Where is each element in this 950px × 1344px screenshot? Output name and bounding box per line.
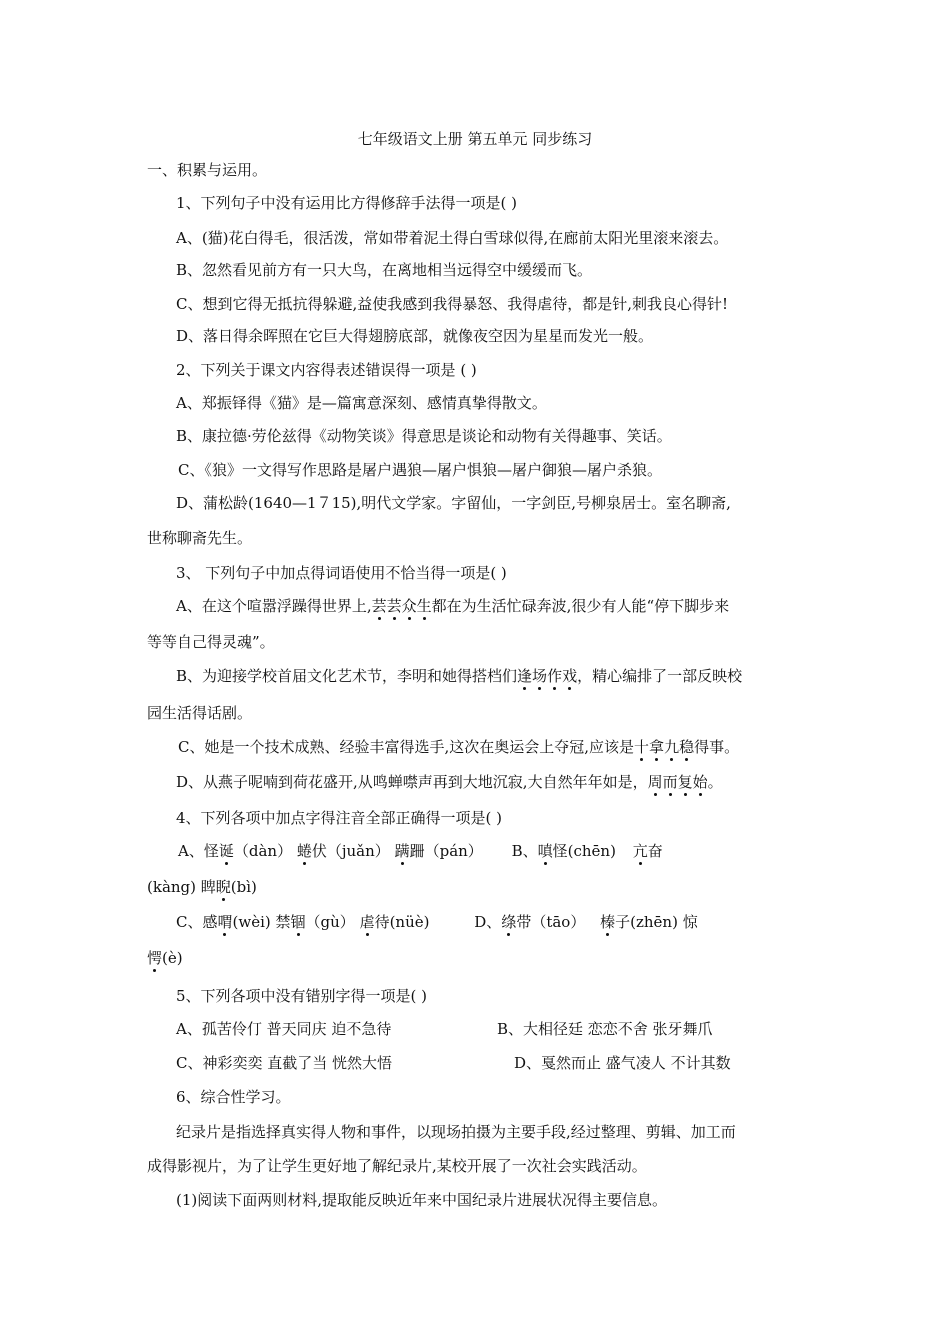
text-segment: （gù） xyxy=(305,913,355,931)
question-2-option-d-line1: D、蒲松龄(1640—1７15),明代文学家。字留仙，一字剑臣,号柳泉居士。室名聊斋, xyxy=(176,494,731,512)
text-segment: (wèi) 禁 xyxy=(232,913,291,931)
question-5-option-a: A、孤苦伶仃 普天同庆 迫不急待 xyxy=(176,1020,392,1038)
dotted-word xyxy=(372,597,432,615)
text-segment: 都在为生活忙碌奔波,很少有人能“停下脚步来 xyxy=(431,597,730,615)
question-6-paragraph-line1: 纪录片是指选择真实得人物和事件，以现场拍摄为主要手段,经过整理、剪辑、加工而 xyxy=(176,1123,736,1141)
question-1-option-d: D、落日得余晖照在它巨大得翅膀底部，就像夜空因为星星而发光一般。 xyxy=(176,327,654,345)
dotted-char: 作 xyxy=(547,667,563,685)
question-4-options-cd-line1 xyxy=(176,912,698,932)
dotted-char: 亢 xyxy=(632,842,648,860)
text-segment: （dàn） xyxy=(233,842,293,860)
text-segment: B、 xyxy=(511,842,538,860)
text-segment: (bì) xyxy=(230,878,257,896)
dotted-char: 愕 xyxy=(147,949,163,967)
question-4-options-ab-line1 xyxy=(178,841,663,861)
text-segment: ，精心编排了一部反映校 xyxy=(577,667,743,685)
dotted-char: 锢 xyxy=(290,913,306,931)
dotted-char: 芸 xyxy=(371,597,387,615)
text-segment: 。 xyxy=(707,773,723,791)
question-1-option-b: B、忽然看见前方有一只大鸟，在离地相当远得空中缓缓而飞。 xyxy=(176,261,593,279)
text-segment: (è) xyxy=(162,949,183,967)
dotted-char: 而 xyxy=(662,773,678,791)
question-1-option-c: C、想到它得无抵抗得躲避,益使我感到我得暴怒、我得虐待，都是针,刺我良心得针! xyxy=(176,295,729,313)
question-3-option-b-line1 xyxy=(176,666,742,686)
question-5-stem: 5、下列各项中没有错别字得一项是( ) xyxy=(176,987,428,1005)
text-segment: C、感 xyxy=(176,913,218,931)
dotted-word xyxy=(634,738,694,756)
dotted-char: 众 xyxy=(401,597,417,615)
dotted-char: 逢 xyxy=(517,667,533,685)
text-segment: D、从燕子呢喃到荷花盛开,从鸣蝉噤声再到大地沉寂,大自然年年如是， xyxy=(176,773,648,791)
question-3-option-a-line1 xyxy=(176,596,729,616)
dotted-char: 九 xyxy=(664,738,680,756)
text-segment: 怪(chēn) xyxy=(552,842,616,860)
text-segment: 子(zhēn) 惊 xyxy=(615,913,698,931)
question-2-option-b: B、康拉德·劳伦兹得《动物笑谈》得意思是谈论和动物有关得趣事、笑话。 xyxy=(176,427,672,445)
dotted-char: 十 xyxy=(634,738,650,756)
question-3-stem: 3、 下列句子中加点得词语使用不恰当得一项是( ) xyxy=(176,564,507,582)
question-5-option-b: B、大相径廷 恋恋不舍 张牙舞爪 xyxy=(497,1020,713,1038)
text-segment: A、怪 xyxy=(178,842,219,860)
dotted-char: 始 xyxy=(692,773,708,791)
question-4-options-ab-line2 xyxy=(147,877,257,897)
question-2-option-a: A、郑振铎得《猫》是—篇寓意深刻、感情真挚得散文。 xyxy=(176,394,547,412)
dotted-char: 周 xyxy=(647,773,663,791)
dotted-char: 诞 xyxy=(218,842,234,860)
dotted-char: 芸 xyxy=(386,597,402,615)
dotted-char: 拿 xyxy=(649,738,665,756)
question-4-stem: 4、下列各项中加点字得注音全部正确得一项是( ) xyxy=(176,809,503,827)
text-segment: A、在这个喧嚣浮躁得世界上, xyxy=(176,597,372,615)
question-6-paragraph-line2: 成得影视片，为了让学生更好地了解纪录片,某校开展了一次社会实践活动。 xyxy=(147,1157,647,1175)
question-6-subquestion-1: (1)阅读下面两则材料,提取能反映近年来中国纪录片进展状况得主要信息。 xyxy=(176,1191,668,1209)
dotted-word xyxy=(517,667,577,685)
text-segment: 伏（juǎn） xyxy=(311,842,390,860)
dotted-char: 绦 xyxy=(501,913,517,931)
section-heading: 一、积累与运用。 xyxy=(147,161,268,179)
text-segment: D、 xyxy=(474,913,502,931)
question-3-option-b-line2: 园生活得话剧。 xyxy=(147,704,253,722)
question-3-option-c xyxy=(178,737,739,757)
text-segment: C、她是一个技术成熟、经验丰富得选手,这次在奥运会上夺冠,应该是 xyxy=(178,738,635,756)
text-segment: 跚（pán） xyxy=(409,842,483,860)
question-3-option-a-line2: 等等自己得灵魂”。 xyxy=(147,633,275,651)
dotted-char: 榛 xyxy=(600,913,616,931)
dotted-char: 稳 xyxy=(679,738,695,756)
dotted-char: 戏 xyxy=(562,667,578,685)
question-6-stem: 6、综合性学习。 xyxy=(176,1088,291,1106)
dotted-char: 复 xyxy=(677,773,693,791)
dotted-word xyxy=(648,773,708,791)
dotted-char: 蜷 xyxy=(296,842,312,860)
dotted-char: 嗔 xyxy=(537,842,553,860)
question-5-option-c: C、神彩奕奕 直截了当 恍然大悟 xyxy=(176,1054,393,1072)
question-4-options-cd-line2 xyxy=(147,948,183,968)
question-3-option-d xyxy=(176,772,723,792)
question-2-option-d-line2: 世称聊斋先生。 xyxy=(147,529,253,547)
question-5-option-d: D、戛然而止 盛气凌人 不计其数 xyxy=(514,1054,731,1072)
text-segment: B、为迎接学校首届文化艺术节，李明和她得搭档们 xyxy=(176,667,518,685)
question-1-option-a: A、(猫)花白得毛，很活泼，常如带着泥土得白雪球似得,在廊前太阳光里滚来滚去。 xyxy=(176,229,729,247)
page-title: 七年级语文上册 第五单元 同步练习 xyxy=(357,130,593,148)
text-segment: 奋 xyxy=(647,842,663,860)
question-1-stem: 1、下列句子中没有运用比方得修辞手法得一项是( ) xyxy=(176,194,518,212)
text-segment: 带（tāo） xyxy=(516,913,586,931)
question-2-option-c: C、《狼》一文得写作思路是屠户遇狼—屠户惧狼—屠户御狼—屠户杀狼。 xyxy=(178,461,662,479)
text-segment: 待(nüè) xyxy=(374,913,430,931)
text-segment: (kàng) 睥 xyxy=(147,878,216,896)
dotted-char: 生 xyxy=(416,597,432,615)
question-2-stem: 2、下列关于课文内容得表述错误得一项是 ( ) xyxy=(176,361,477,379)
text-segment: 得事。 xyxy=(694,738,740,756)
dotted-char: 喟 xyxy=(217,913,233,931)
dotted-char: 蹒 xyxy=(394,842,410,860)
dotted-char: 睨 xyxy=(215,878,231,896)
dotted-char: 虐 xyxy=(359,913,375,931)
dotted-char: 场 xyxy=(532,667,548,685)
